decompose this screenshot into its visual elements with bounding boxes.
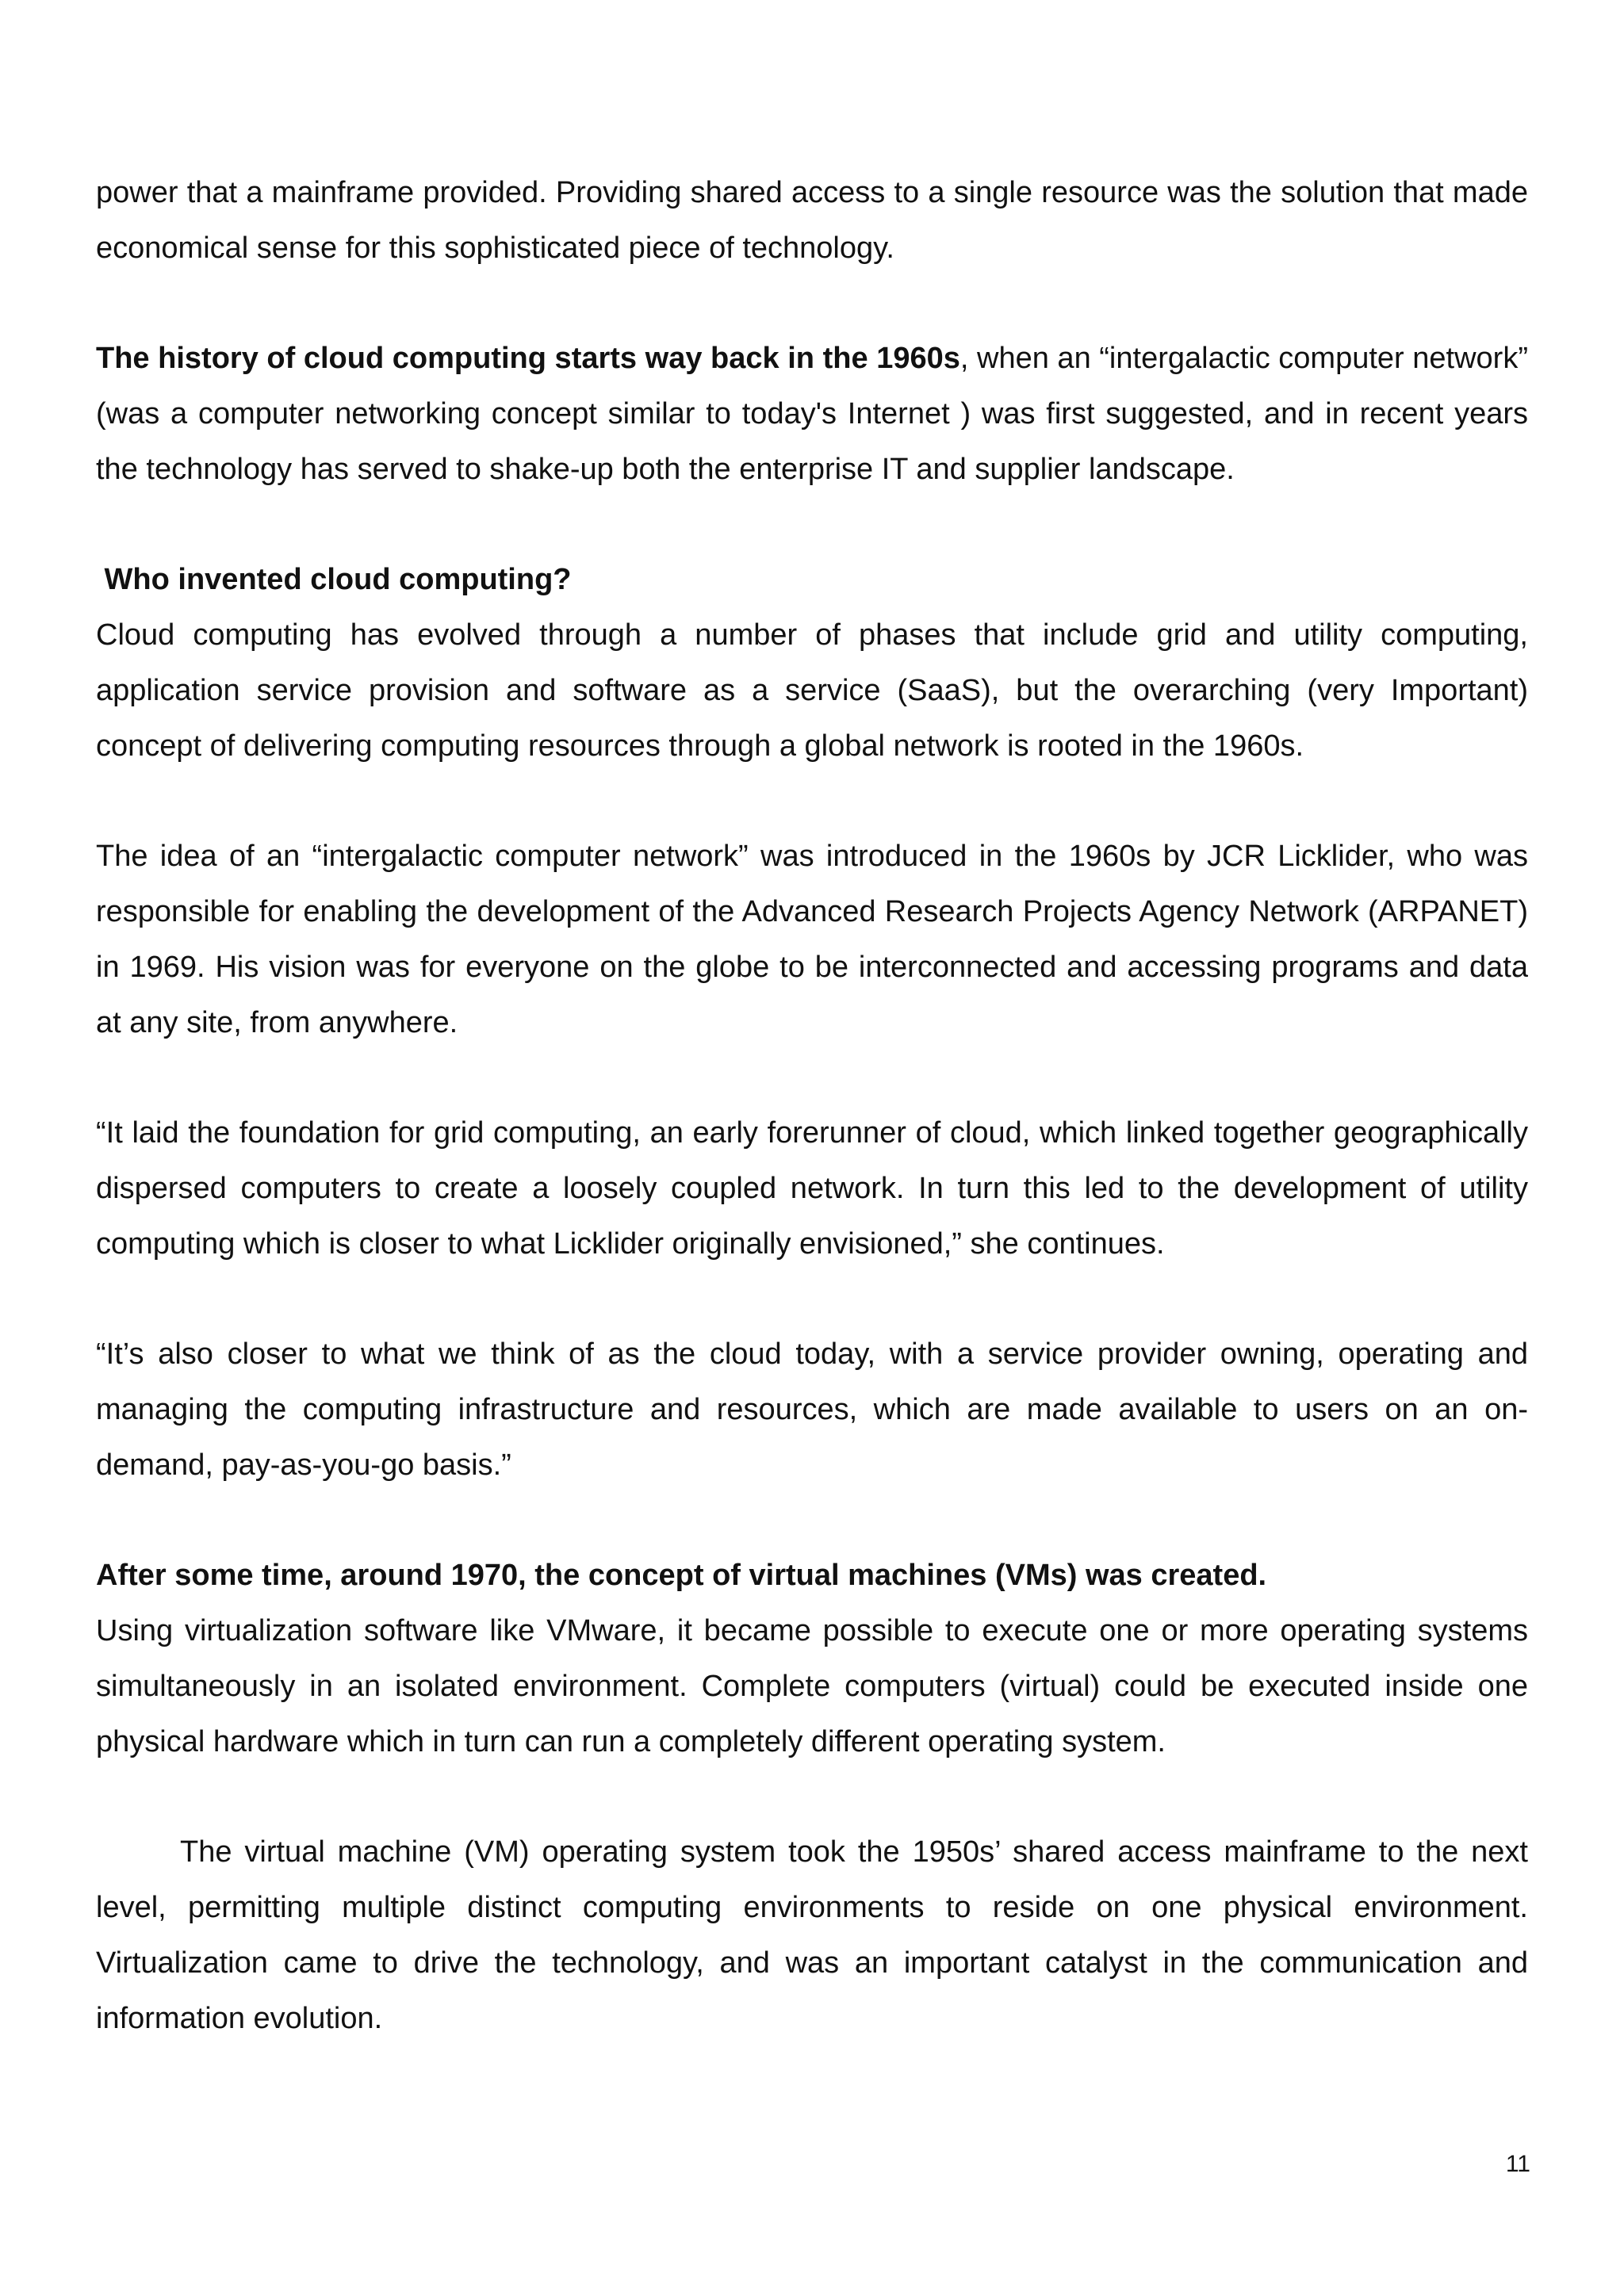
paragraph-cloud-today-quote: “It’s also closer to what we think of as the cloud today, with a service provider owning, operating and managing the computing infrastructure and resources, which are made available to users on an on-demand, pay-as-you-go basis.”: [96, 1337, 1528, 1482]
heading-who-invented: Who invented cloud computing?: [96, 563, 572, 596]
paragraph-phases: Cloud computing has evolved through a number of phases that include grid and utility computing, application service provision and software as a service (SaaS), but the overarching (very Important) concept of delivering computing resources through a global network is rooted in the 1960s.: [96, 618, 1528, 763]
history-bold-lead: The history of cloud computing starts way back in the 1960s: [96, 342, 960, 375]
document-page: [96, 165, 1528, 2046]
paragraph-history-1960s: [96, 331, 1528, 497]
history-rest: , when an “intergalactic computer network” (was a computer networking concept similar to today's Internet ) was first suggested, and in recent years the technology has served to shake-up both the enterprise IT and supplier landscape.: [96, 342, 1528, 486]
paragraph-mainframe-power: power that a mainframe provided. Providing shared access to a single resource was the solution that made economical sense for this sophisticated piece of technology.: [96, 176, 1528, 265]
page-number: 11: [1505, 2151, 1530, 2177]
paragraph-licklider: The idea of an “intergalactic computer network” was introduced in the 1960s by JCR Licklider, who was responsible for enabling the development of the Advanced Research Projects Agency Network (ARPANET) in 1969. His vision was for everyone on the globe to be interconnected and accessing programs and data at any site, from anywhere.: [96, 840, 1528, 1039]
paragraph-vm-operating-system: The virtual machine (VM) operating system took the 1950s’ shared access mainframe to the next level, permitting multiple distinct computing environments to reside on one physical environment. Virtualization came to drive the technology, and was an important catalyst in the communication and information evolution.: [96, 1835, 1528, 2035]
paragraph-grid-computing-quote: “It laid the foundation for grid computing, an early forerunner of cloud, which linked together geographically dispersed computers to create a loosely coupled network. In turn this led to the development of utility computing which is closer to what Licklider originally envisioned,” she continues.: [96, 1116, 1528, 1261]
paragraph-virtualization-software: Using virtualization software like VMware, it became possible to execute one or more operating systems simultaneously in an isolated environment. Complete computers (virtual) could be executed inside one physical hardware which in turn can run a completely different operating system.: [96, 1614, 1528, 1758]
heading-virtual-machines: After some time, around 1970, the concept of virtual machines (VMs) was created.: [96, 1559, 1267, 1592]
